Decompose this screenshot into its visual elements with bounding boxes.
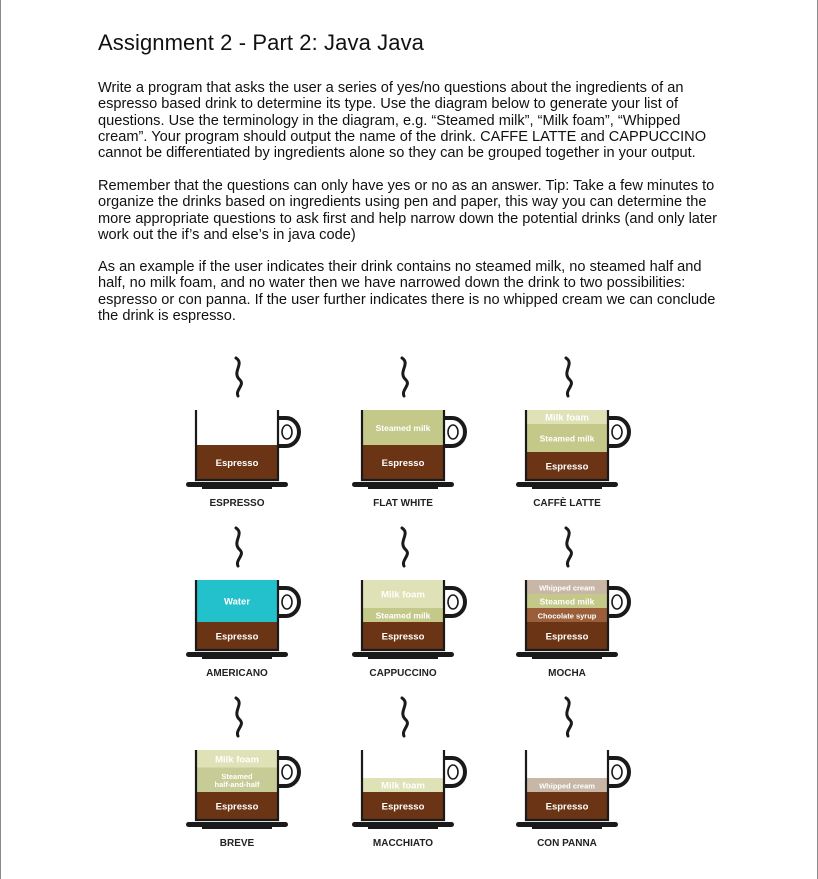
cup-handle-inner [612,765,622,779]
layer-label: half-and-half [214,779,260,789]
cup-handle-inner [612,425,622,439]
cup-espresso [186,358,299,509]
layer-label: Milk foam [215,754,259,766]
layer-label: Milk foam [381,780,425,792]
drink-name-americano: AMERICANO [206,668,268,679]
steam-icon [566,528,571,566]
layer-label: Whipped cream [539,583,595,593]
layer-label: Espresso [215,631,259,643]
tip-paragraph: Remember that the questions can only have yes or no as an answer. Tip: Take a few minutes to organize the drinks based on ingredients using pen and paper, this way you can determine the more appropriate questions to ask first and help narrow down the potential drinks (and only later work out the if’s and else’s in java code) [98,178,717,243]
instructions-paragraph: Write a program that asks the user a series of yes/no questions about the ingredients of an espresso based drink to determine its type. Use the diagram below to generate your list of questions. Use the terminology in the diagram, e.g. “Steamed milk”, “Milk foam”, “Whipped cream”. Your program should output the name of the drink. CAFFE LATTE and CAPPUCCINO cannot be differentiated by ingredients alone so they can be grouped together in your output. [98,80,707,162]
saucer-base [202,827,272,829]
cup-macchiato [352,698,465,849]
steam-icon [402,698,407,736]
steam-icon [566,358,571,396]
saucer-base [532,657,602,659]
saucer [352,822,454,827]
layer-empty [196,410,278,445]
layer-label: Steamed [221,771,253,781]
saucer [516,652,618,657]
drink-name-con-panna: CON PANNA [537,838,597,849]
steam-icon [236,358,241,396]
saucer [516,482,618,487]
layer-label: Espresso [545,631,589,643]
cup-handle-inner [282,595,292,609]
cup-breve [186,698,299,849]
cup-mocha [516,528,629,679]
drink-name-espresso: ESPRESSO [209,498,265,509]
cup-handle-inner [448,425,458,439]
saucer-base [202,657,272,659]
layer-label: Espresso [381,801,425,813]
cup-handle-inner [448,595,458,609]
saucer [186,652,288,657]
cup-handle-inner [282,765,292,779]
cup-handle-inner [448,765,458,779]
steam-icon [236,528,241,566]
drink-name-caff-latte: CAFFÈ LATTE [533,498,601,509]
steam-icon [236,698,241,736]
steam-icon [402,528,407,566]
cup-flat-white [352,358,465,509]
saucer [186,822,288,827]
saucer [186,482,288,487]
drink-name-mocha: MOCHA [548,668,586,679]
layer-label: Steamed milk [375,610,431,621]
cup-con-panna [516,698,629,849]
saucer [352,482,454,487]
layer-label: Milk foam [545,412,589,424]
layer-label: Steamed milk [539,596,595,607]
espresso-drinks-diagram [0,340,818,879]
layer-label: Whipped cream [539,781,595,791]
cup-caff-latte [516,358,629,509]
cup-americano [186,528,299,679]
steam-icon [566,698,571,736]
saucer-base [532,827,602,829]
cup-cappuccino [352,528,465,679]
page-title: Assignment 2 - Part 2: Java Java [98,30,425,55]
layer-label: Espresso [215,458,259,469]
layer-label: Espresso [545,461,589,473]
steam-icon [402,358,407,396]
layer-label: Espresso [381,458,425,469]
drink-name-breve: BREVE [219,838,255,849]
layer-label: Espresso [545,801,589,813]
layer-label: Steamed milk [539,433,595,444]
layer-label: Water [223,596,251,608]
saucer [516,822,618,827]
saucer-base [532,487,602,489]
layer-label: Espresso [215,801,259,813]
layer-label: Chocolate syrup [537,611,597,621]
saucer-base [368,827,438,829]
saucer-base [368,657,438,659]
layer-label: Espresso [381,631,425,643]
saucer [352,652,454,657]
layer-empty [362,750,444,778]
drink-name-cappuccino: CAPPUCCINO [369,668,437,679]
drink-name-macchiato: MACCHIATO [372,838,434,849]
drink-name-flat-white: FLAT WHITE [373,498,433,509]
example-paragraph: As an example if the user indicates their drink contains no steamed milk, no steamed half and half, no milk foam, and no water then we have narrowed down the drink to two possibilities: espresso or con panna. If the user further indicates there is no whipped cream we can conclude the drink is espresso. [98,259,716,324]
layer-empty [526,750,608,778]
cup-handle-inner [612,595,622,609]
saucer-base [202,487,272,489]
cup-handle-inner [282,425,292,439]
layer-label: Milk foam [381,589,425,601]
saucer-base [368,487,438,489]
layer-label: Steamed milk [375,423,431,433]
